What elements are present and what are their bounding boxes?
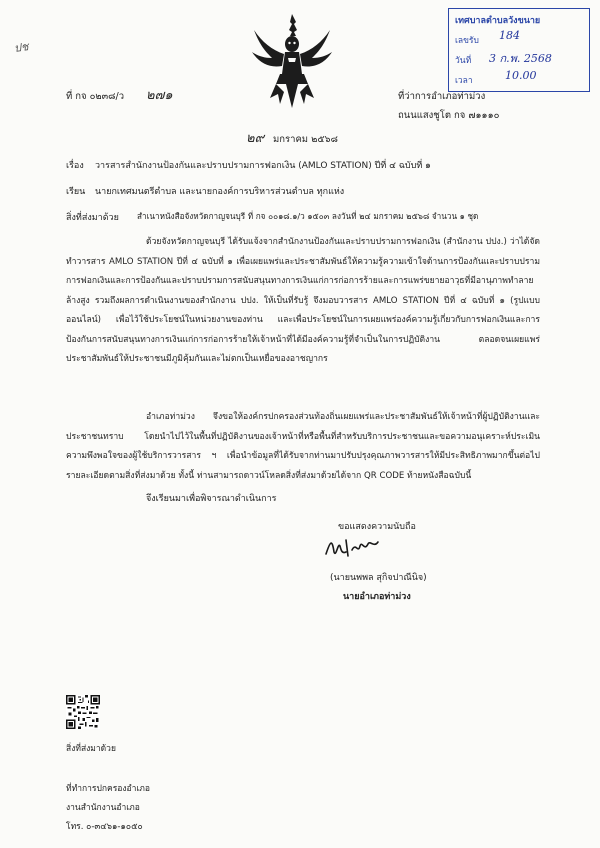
to-label: เรียน: [66, 187, 86, 197]
enclosure-text: สำเนาหนังสือจังหวัดกาญจนบุรี ที่ กจ ๐๐๑๘.๑/ว ๑๕๐๓ ลงวันที่ ๒๔ มกราคม ๒๕๖๘ จำนวน ๑ ชุด: [137, 211, 479, 221]
footer-phone: โทร. ๐-๓๔๖๑-๑๐๕๐: [66, 822, 143, 832]
stamp-recv-label: เลขรับ: [455, 36, 479, 46]
body-paragraph-2: อำเภอท่าม่วง จึงขอให้องค์กรปกครองส่วนท้องถิ่นเผยแพร่และประชาสัมพันธ์ให้เจ้าหน้าที่ผู้ปฏิบัติงานและประชาชนทราบ โดยนำไปไว้ในพื้นที่ปฏิบัติงานของเจ้าหน้าที่หรือพื้นที่สำหรับบริการประชาชนและขอความอนุเคราะห์ประเมินความพึงพอใจของผู้ใช้บริการวารสาร ฯ เพื่อนำข้อมูลที่ได้รับจากท่านมาปรับปรุงคุณภาพวารสารให้มีประสิทธิภาพมากขึ้นต่อไป รายละเอียดตามสิ่งที่ส่งมาด้วย ทั้งนี้ ท่านสามารถดาวน์โหลดสิ่งที่ส่งมาด้วยได้จาก QR CODE ท้ายหนังสือฉบับนี้: [66, 412, 540, 481]
subject-label: เรื่อง: [66, 161, 84, 171]
body-paragraph-1: ด้วยจังหวัดกาญจนบุรี ได้รับแจ้งจากสำนักงานป้องกันและปราบปรามการฟอกเงิน (สำนักงาน ปปง.) ว่าได้จัดทำวารสาร AMLO STATION ปีที่ ๔ ฉบับที่ ๑ เพื่อเผยแพร่และประชาสัมพันธ์ให้ความรู้ความเข้าใจด้านการป้องกันและปราบปรามการฟอกเงินและการป้องกันและปราบปรามการสนับสนุนทางการเงินแก่การก่อการร้ายและการแพร่ขยายอาวุธที่มีอานุภาพทำลายล้างสูง รวมถึงผลการดำเนินงานของสำนักงาน ปปง. ให้เป็นที่รับรู้ จึงมอบวารสาร AMLO STATION ปีที่ ๔ ฉบับที่ ๑ (รูปแบบออนไลน์) เพื่อไว้ใช้ประโยชน์ในหน่วยงานของท่าน และเพื่อประโยชน์ในการเผยแพร่องค์ความรู้เกี่ยวกับการฟอกเงินและการป้องกันการสนับสนุนทางการเงินแก่การก่อการร้ายให้เจ้าหน้าที่ได้มีองค์ความรู้ที่จำเป็นในการปฏิบัติงาน ตลอดจนเผยแพร่ประชาสัมพันธ์ให้ประชาชนมีภูมิคุ้มกันและไม่ตกเป็นเหยื่อของอาชญากร: [66, 237, 540, 364]
signer-title: นายอำเภอท่าม่วง: [343, 592, 411, 602]
date-month-year: มกราคม ๒๕๖๘: [273, 134, 338, 145]
office-name: ที่ว่าการอำเภอท่าม่วง: [398, 91, 486, 102]
qr-code[interactable]: [66, 695, 100, 729]
doc-number-label: ที่ กจ ๐๒๓๘/ว: [66, 91, 125, 102]
footer-section: งานสำนักงานอำเภอ: [66, 803, 140, 813]
enclosure-label: สิ่งที่ส่งมาด้วย: [66, 213, 119, 223]
receipt-stamp: [448, 8, 590, 92]
stamp-date-label: วันที่: [455, 56, 472, 66]
garuda-emblem: [250, 12, 334, 110]
office-address: ถนนแสงชูโต กจ ๗๑๑๑๐: [398, 110, 500, 121]
doc-number-hand: ๒๗๑: [146, 88, 173, 103]
footer-department: ที่ทำการปกครองอำเภอ: [66, 784, 151, 794]
qr-caption: สิ่งที่ส่งมาด้วย: [66, 744, 116, 754]
stamp-time-value: 10.00: [505, 69, 537, 82]
signature-image: [322, 532, 382, 562]
stamp-recv-no: 184: [499, 29, 520, 42]
to-text: นายกเทศมนตรีตำบล และนายกองค์การบริหารส่วนตำบล ทุกแห่ง: [95, 187, 345, 197]
signer-name: (นายนพพล สุกิจปาณีนิจ): [330, 573, 427, 583]
stamp-office: เทศบาลตำบลวังขนาย: [455, 16, 541, 26]
stamp-date-value: 3 ก.พ. 2568: [489, 52, 552, 65]
date-day-hand: ๒๙: [246, 131, 265, 146]
closing-phrase: ขอแสดงความนับถือ: [338, 522, 416, 532]
stamp-time-label: เวลา: [455, 76, 473, 86]
subject-text: วารสารสำนักงานป้องกันและปราบปรามการฟอกเงิน (AMLO STATION) ปีที่ ๔ ฉบับที่ ๑: [95, 161, 431, 171]
margin-note: ปช: [13, 40, 30, 55]
body-paragraph-3: จึงเรียนมาเพื่อพิจารณาดำเนินการ: [146, 494, 277, 504]
